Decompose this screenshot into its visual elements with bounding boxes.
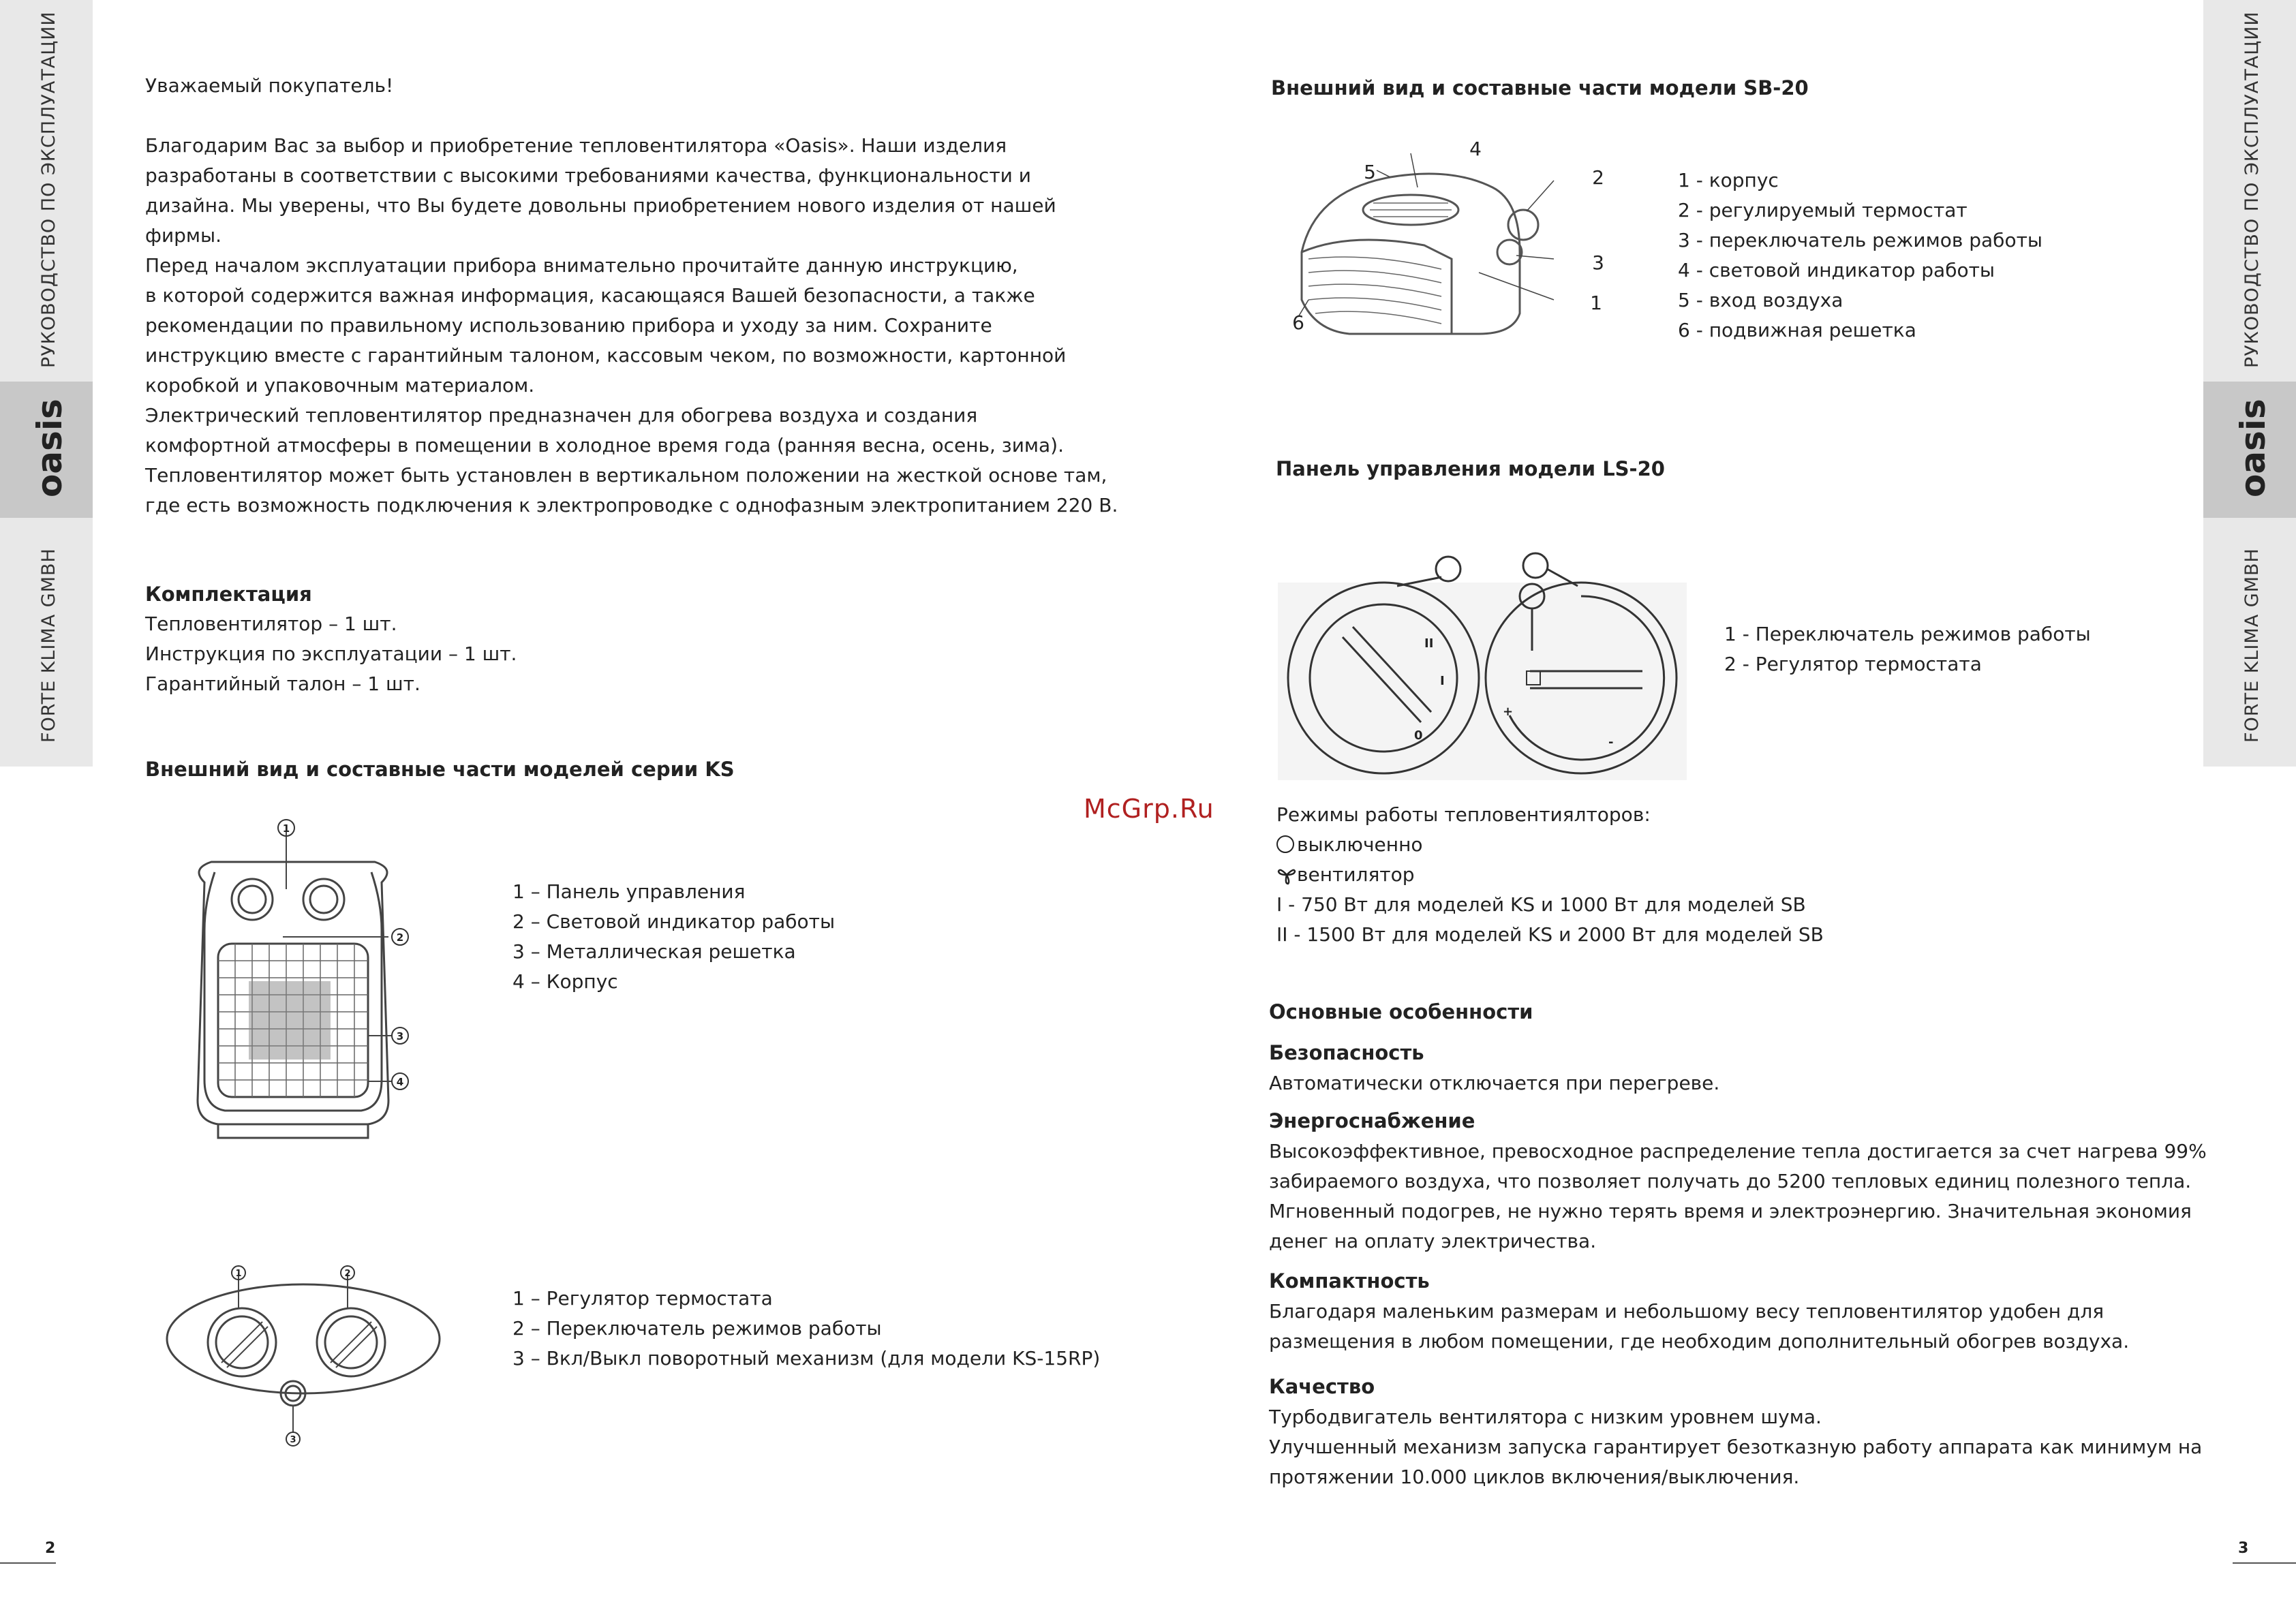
page-number-rule xyxy=(0,1562,56,1564)
ls-control-panel-diagram xyxy=(1278,548,1687,780)
ls-title: Панель управления модели LS-20 xyxy=(1276,457,1665,480)
legend-item: 1 – Панель управления xyxy=(512,880,746,903)
diagram-number: 5 xyxy=(1364,161,1376,183)
page-number-rule xyxy=(2233,1562,2296,1564)
sidebar-brand: oasis xyxy=(2233,399,2273,497)
quality-title: Качество xyxy=(1269,1375,1375,1398)
fan-icon xyxy=(1276,865,1297,885)
sb-parts-legend xyxy=(1678,166,2042,345)
energy-line: Высокоэффективное, превосходное распределение тепла достигается за счет нагрева 99% xyxy=(1269,1140,2207,1162)
mode-off xyxy=(1276,830,1824,860)
ks-panel-parts-legend xyxy=(512,1284,1100,1374)
quality-line: Улучшенный механизм запуска гарантирует безотказную работу аппарата как минимум на xyxy=(1269,1436,2203,1458)
compact-line: Благодаря маленьким размерам и небольшому весу тепловентилятор удобен для xyxy=(1269,1300,2104,1323)
diagram-number: 2 xyxy=(396,931,404,944)
intro-line: Благодарим Вас за выбор и приобретение тепловентилятора «Oasis». Наши изделия xyxy=(145,134,1007,157)
intro-line: фирмы. xyxy=(145,224,222,247)
diagram-number: 3 xyxy=(290,1435,296,1445)
diagram-number: 2 xyxy=(344,1269,351,1279)
diagram-number: 4 xyxy=(1469,138,1482,160)
diagram-number: 3 xyxy=(1592,251,1604,274)
legend-item: 3 – Вкл/Выкл поворотный механизм (для модели KS-15RP) xyxy=(512,1347,1101,1370)
quality-line: протяжении 10.000 циклов включения/выключения. xyxy=(1269,1466,1800,1488)
quality-line: Турбодвигатель вентилятора с низким уровнем шума. xyxy=(1269,1406,1822,1428)
quality-text xyxy=(1269,1402,2202,1492)
safety-title: Безопасность xyxy=(1269,1041,1424,1064)
legend-item: 3 - переключатель режимов работы xyxy=(1678,229,2042,251)
intro-line: Перед началом эксплуатации прибора внимательно прочитайте данную инструкцию, xyxy=(145,254,1018,277)
ks-control-panel-diagram xyxy=(160,1261,446,1451)
diagram-number: 6 xyxy=(1292,311,1304,334)
energy-line: забираемого воздуха, что позволяет получать до 5200 тепловых единиц полезного тепла. xyxy=(1269,1170,2192,1192)
mode-2: II - 1500 Вт для моделей KS и 2000 Вт для моделей SB xyxy=(1276,923,1824,946)
compact-line: размещения в любом помещении, где необходим дополнительный обогрев воздуха. xyxy=(1269,1330,2130,1352)
mode-fan xyxy=(1276,860,1824,890)
energy-line: денег на оплату электричества. xyxy=(1269,1230,1597,1252)
sidebar-company: FORTE KLIMA GMBH xyxy=(38,548,59,743)
energy-line: Мгновенный подогрев, не нужно терять время и электроэнергию. Значительная экономия xyxy=(1269,1200,2192,1222)
kit-item: Инструкция по эксплуатации – 1 шт. xyxy=(145,643,517,665)
modes-title: Режимы работы тепловентиялторов: xyxy=(1276,803,1651,826)
svg-text:0: 0 xyxy=(1414,728,1423,743)
legend-item: 2 – Световой индикатор работы xyxy=(512,910,836,933)
ls-parts-legend xyxy=(1724,619,2091,679)
diagram-number: 3 xyxy=(396,1030,404,1042)
legend-item: 2 – Переключатель режимов работы xyxy=(512,1317,882,1340)
legend-item: 1 - корпус xyxy=(1678,169,1779,191)
safety-text: Автоматически отключается при перегреве. xyxy=(1269,1072,1720,1094)
legend-item: 4 - световой индикатор работы xyxy=(1678,259,1995,281)
legend-item: 4 – Корпус xyxy=(512,970,618,993)
intro-line: рекомендации по правильному использованию прибора и уходу за ним. Сохраните xyxy=(145,314,992,337)
mode-off-label: выключенно xyxy=(1297,833,1423,856)
intro-line: инструкцию вместе с гарантийным талоном, кассовым чеком, по возможности, картонной xyxy=(145,344,1067,367)
legend-item: 1 - Переключатель режимов работы xyxy=(1724,623,2091,645)
legend-item: 2 - регулируемый термостат xyxy=(1678,199,1968,221)
diagram-number: 2 xyxy=(1592,166,1604,189)
circle-icon xyxy=(1276,835,1294,853)
intro-text xyxy=(145,131,1118,521)
right-sidebar xyxy=(2203,0,2296,767)
compact-title: Компактность xyxy=(1269,1269,1430,1293)
features-title: Основные особенности xyxy=(1269,1000,1533,1023)
page-number-left: 2 xyxy=(45,1540,56,1557)
intro-line: коробкой и упаковочным материалом. xyxy=(145,374,535,397)
sidebar-manual-title: РУКОВОДСТВО ПО ЭКСПЛУАТАЦИИ xyxy=(2241,11,2263,368)
intro-line: Электрический тепловентилятор предназначен для обогрева воздуха и создания xyxy=(145,404,978,427)
legend-item: 2 - Регулятор термостата xyxy=(1724,653,1982,675)
watermark: McGrp.Ru xyxy=(1084,794,1214,824)
sb-title: Внешний вид и составные части модели SB-20 xyxy=(1271,76,1809,99)
intro-line: комфортной атмосферы в помещении в холодное время года (ранняя весна, осень, зима). xyxy=(145,434,1064,457)
svg-text:II: II xyxy=(1424,636,1434,651)
legend-item: 6 - подвижная решетка xyxy=(1678,319,1916,341)
sidebar-brand: oasis xyxy=(30,399,70,497)
kit-title: Комплектация xyxy=(145,583,312,606)
compact-text xyxy=(1269,1297,2129,1357)
legend-item: 1 – Регулятор термостата xyxy=(512,1287,773,1310)
ks-heater-diagram xyxy=(164,807,423,1148)
mode-1: I - 750 Вт для моделей KS и 1000 Вт для моделей SB xyxy=(1276,893,1806,916)
modes-list xyxy=(1276,800,1824,950)
kit-item: Тепловентилятор – 1 шт. xyxy=(145,613,397,635)
diagram-number: 1 xyxy=(235,1269,242,1279)
intro-line: в которой содержится важная информация, касающаяся Вашей безопасности, а также xyxy=(145,284,1035,307)
greeting: Уважаемый покупатель! xyxy=(145,74,394,97)
diagram-number: 4 xyxy=(396,1076,404,1088)
energy-title: Энергоснабжение xyxy=(1269,1109,1475,1132)
left-sidebar xyxy=(0,0,93,767)
energy-text xyxy=(1269,1137,2207,1256)
intro-line: разработаны в соответствии с высокими требованиями качества, функциональности и xyxy=(145,164,1031,187)
kit-list xyxy=(145,609,517,699)
sidebar-company: FORTE KLIMA GMBH xyxy=(2241,548,2263,743)
legend-item: 5 - вход воздуха xyxy=(1678,289,1843,311)
page-number-right: 3 xyxy=(2238,1540,2249,1557)
ks-title: Внешний вид и составные части моделей серии KS xyxy=(145,758,735,781)
diagram-number: 1 xyxy=(1590,292,1602,314)
ks-parts-legend xyxy=(512,877,835,997)
svg-text:-: - xyxy=(1608,735,1614,749)
intro-line: Тепловентилятор может быть установлен в вертикальном положении на жесткой основе там, xyxy=(145,464,1107,486)
sidebar-manual-title: РУКОВОДСТВО ПО ЭКСПЛУАТАЦИИ xyxy=(38,11,59,368)
mode-fan-label: вентилятор xyxy=(1297,863,1415,886)
diagram-number: 1 xyxy=(282,822,290,835)
svg-text:+: + xyxy=(1503,705,1514,719)
legend-item: 3 – Металлическая решетка xyxy=(512,940,796,963)
kit-item: Гарантийный талон – 1 шт. xyxy=(145,673,420,695)
intro-line: где есть возможность подключения к электропроводке с однофазным электропитанием 220 В. xyxy=(145,494,1118,516)
intro-line: дизайна. Мы уверены, что Вы будете довольны приобретением нового изделия от нашей xyxy=(145,194,1056,217)
sb-heater-diagram xyxy=(1288,136,1615,341)
svg-text:I: I xyxy=(1440,674,1445,688)
